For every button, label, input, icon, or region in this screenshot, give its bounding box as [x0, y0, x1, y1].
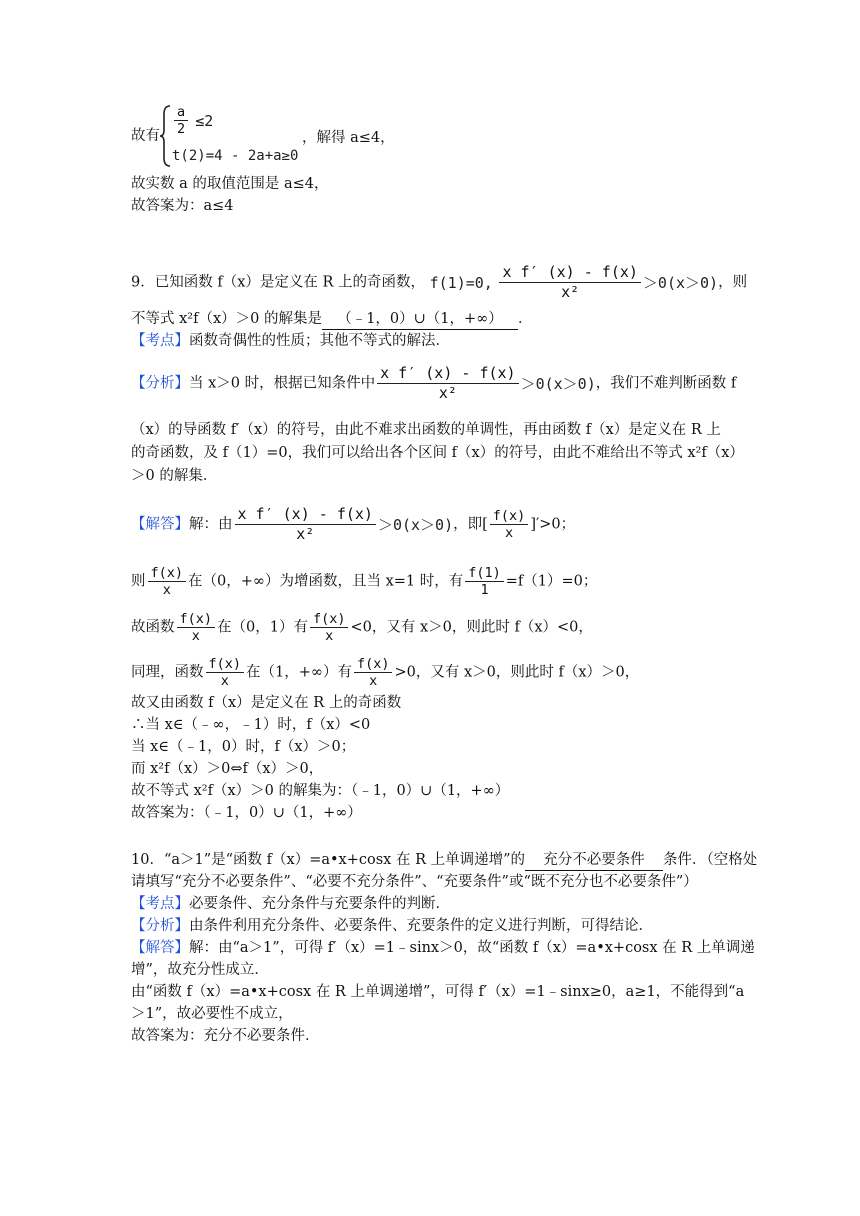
q10-stem-line-2: 请填写“充分不必要条件”、“必要不充分条件”、“充要条件”或“既不充分也不必要条件”） — [131, 874, 698, 890]
text: 函数奇偶性的性质；其他不等式的解法． — [189, 333, 450, 349]
text: 条件．（空格处 — [663, 852, 758, 868]
solve-result: ，解得 a≤4， — [302, 130, 395, 146]
fraction-denominator: x — [162, 582, 171, 598]
text: 在（0，1）有 — [217, 619, 308, 636]
text: 当 x＞0 时，根据已知条件中 — [189, 375, 376, 392]
q9-fenxi-line-1 — [131, 364, 736, 403]
text: 必要条件、充分条件与充要条件的判断． — [189, 896, 450, 912]
fraction-denominator: 2 — [177, 121, 186, 137]
q9-jieda-line-6: ∴当 x∈（﹣∞，﹣1）时，f（x）<0 — [131, 717, 371, 733]
fraction-numerator: f(1) — [465, 565, 504, 582]
q9-jieda-line-9: 故不等式 x²f（x）＞0 的解集为：（﹣1，0）∪（1，+∞） — [131, 783, 510, 799]
fraction-denominator: x — [325, 628, 334, 644]
relation: ≤2 — [195, 111, 214, 130]
fx-over-x-fraction — [310, 611, 349, 644]
q10-stem-line-1 — [131, 850, 757, 871]
f1-over-1-fraction — [465, 565, 504, 598]
fx-over-x-fraction — [148, 565, 187, 598]
q9-fenxi-line-4: ＞0 的解集． — [131, 468, 218, 484]
condition-fraction — [499, 263, 640, 302]
q9-jieda-line-2 — [131, 565, 597, 598]
fx-over-x-fraction — [354, 656, 393, 689]
text: ，则 — [718, 274, 748, 291]
fraction-denominator: x — [220, 673, 229, 689]
fraction-denominator: x² — [296, 525, 315, 543]
fraction-numerator: f(x) — [354, 656, 393, 673]
text: 解：由 — [189, 516, 233, 533]
kaodian-tag: 【考点】 — [131, 333, 189, 349]
text: 由条件利用充分条件、必要条件、充要条件的定义进行判断，可得结论． — [189, 918, 653, 934]
answer-blank: （﹣1，0）∪（1，+∞） — [322, 309, 518, 330]
fx-over-x-fraction — [177, 611, 216, 644]
fraction-numerator: f(x) — [206, 656, 245, 673]
answer-blank: 充分不必要条件 — [525, 850, 663, 871]
fraction-numerator: f(x) — [490, 508, 529, 525]
text: 解：由“a＞1”，可得 f′（x）=1﹣sinx＞0，故“函数 f（x）=a•x+cosx 在 R 上单调递 — [189, 940, 755, 956]
q10-jieda-line-3: 由“函数 f（x）=a•x+cosx 在 R 上单调递增”，可得 f′（x）=1﹣sinx≥0，a≥1，不能得到“a — [131, 984, 745, 1000]
fraction-numerator: f(x) — [148, 565, 187, 582]
system-line — [131, 126, 160, 146]
fenxi-tag: 【分析】 — [131, 918, 189, 934]
q9-jieda-line-5: 故又由函数 f（x）是定义在 R 上的奇函数 — [131, 695, 402, 711]
fraction-numerator: f(x) — [177, 611, 216, 628]
text: 9．已知函数 f（x）是定义在 R 上的奇函数， — [131, 274, 426, 291]
q10-fenxi — [131, 916, 653, 936]
text: 故函数 — [131, 619, 175, 636]
q9-fenxi-line-2: （x）的导函数 f′（x）的符号，由此不难求出函数的单调性，再由函数 f（x）是定义在 R 上 — [131, 422, 721, 438]
system-row-1 — [172, 104, 213, 137]
condition-relation: ＞0(x＞0) — [520, 374, 596, 393]
left-brace-icon — [160, 104, 172, 168]
fenxi-tag: 【分析】 — [131, 375, 189, 392]
fraction-numerator: f(x) — [310, 611, 349, 628]
text: 在（1，+∞）有 — [246, 664, 352, 681]
fx-over-x-fraction — [490, 508, 529, 541]
condition-fraction — [377, 364, 518, 403]
condition-relation: ＞0(x＞0) — [377, 515, 454, 534]
fx-over-x-fraction — [206, 656, 245, 689]
fraction-numerator: x f′ (x) - f(x) — [499, 263, 640, 283]
text: 同理，函数 — [131, 664, 204, 681]
text: ． — [517, 311, 533, 327]
q9-jieda-line-10: 故答案为：（﹣1，0）∪（1，+∞） — [131, 805, 362, 821]
kaodian-tag: 【考点】 — [131, 896, 189, 912]
fraction-denominator: x — [504, 525, 514, 541]
q9-kaodian — [131, 331, 450, 351]
text: 则 — [131, 573, 146, 590]
q10-jieda-line-2: 增”，故充分性成立． — [131, 962, 269, 978]
jieda-tag: 【解答】 — [131, 940, 189, 956]
q9-jieda-line-8: 而 x²f（x）＞0⇔f（x）＞0， — [131, 761, 324, 777]
q9-jieda-line-1 — [131, 505, 575, 544]
a-over-2-fraction — [174, 104, 188, 137]
fraction-numerator: x f′ (x) - f(x) — [235, 505, 376, 525]
fraction-denominator: 1 — [480, 582, 489, 598]
q9-jieda-line-3 — [131, 611, 593, 644]
text: >0，又有 x＞0，则此时 f（x）＞0， — [394, 664, 640, 681]
system-row-2: t(2)=4 - 2a+a≥0 — [172, 148, 299, 164]
text: ，我们不难判断函数 f — [595, 375, 737, 392]
condition-relation: ＞0(x＞0) — [642, 273, 719, 292]
q9-jieda-line-7: 当 x∈（﹣1，0）时，f（x）＞0； — [131, 739, 356, 755]
f1-condition: f(1)=0, — [429, 273, 493, 292]
fraction-denominator: x² — [438, 384, 457, 402]
fraction-denominator: x — [369, 673, 378, 689]
q10-kaodian — [131, 894, 450, 914]
text: 不等式 x²f（x）＞0 的解集是 — [131, 311, 322, 327]
fraction-denominator: x² — [561, 283, 580, 301]
text: ，即[ — [453, 516, 488, 533]
condition-fraction — [235, 505, 376, 544]
fraction-numerator: a — [174, 104, 188, 121]
fraction-numerator: x f′ (x) - f(x) — [377, 364, 518, 384]
q10-jieda-line-1 — [131, 938, 755, 958]
text: 故有 — [131, 128, 160, 144]
text: =f（1）=0； — [505, 573, 598, 590]
q10-jieda-line-4: ＞1”，故必要性不成立， — [131, 1006, 293, 1022]
text: 10．“a＞1”是“函数 f（x）=a•x+cosx 在 R 上单调递增”的 — [131, 852, 526, 868]
fraction-denominator: x — [191, 628, 200, 644]
q9-jieda-line-4 — [131, 656, 639, 689]
q9-stem-line-2 — [131, 309, 532, 330]
jieda-tag: 【解答】 — [131, 516, 189, 533]
q9-stem-line-1 — [131, 263, 747, 302]
text: 在（0，+∞）为增函数，且当 x=1 时，有 — [188, 573, 464, 590]
q10-jieda-line-5: 故答案为：充分不必要条件． — [131, 1028, 320, 1044]
answer-line: 故答案为：a≤4 — [131, 198, 234, 214]
text: ]′>0； — [530, 516, 576, 533]
q9-fenxi-line-3: 的奇函数，及 f（1）=0，我们可以给出各个区间 f（x）的符号，由此不难给出不等式 x²f（x） — [131, 445, 744, 461]
range-line: 故实数 a 的取值范围是 a≤4， — [131, 176, 329, 192]
text: <0，又有 x＞0，则此时 f（x）<0， — [350, 619, 593, 636]
